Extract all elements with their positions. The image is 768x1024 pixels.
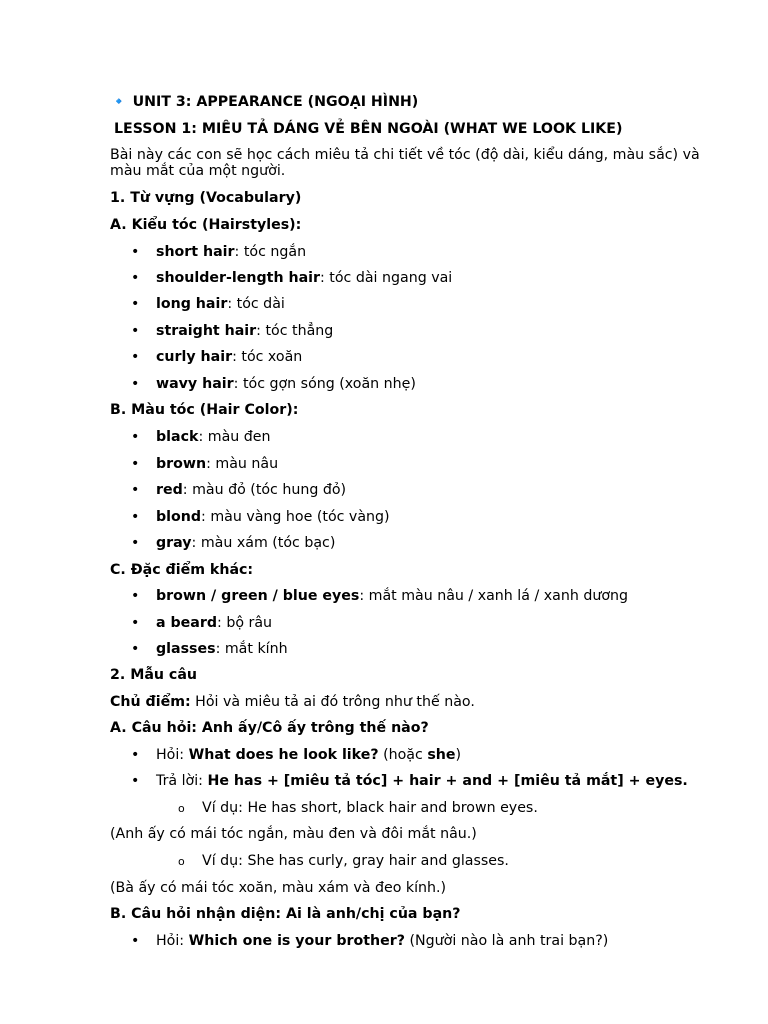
vocab-meaning: : màu đen bbox=[198, 429, 271, 445]
list-item bbox=[156, 588, 628, 605]
list-item bbox=[156, 349, 302, 366]
ask-prefix: Hỏi: bbox=[156, 747, 189, 763]
bullet: • bbox=[131, 588, 140, 604]
ask-prefix: Hỏi: bbox=[156, 933, 189, 949]
vocab-term: red bbox=[156, 482, 183, 498]
vocab-meaning: : mắt kính bbox=[215, 641, 288, 657]
vocab-meaning: : tóc dài bbox=[227, 296, 285, 312]
example-2: Ví dụ: She has curly, gray hair and glasses. bbox=[202, 853, 509, 869]
vocab-term: a beard bbox=[156, 615, 218, 631]
bullet: • bbox=[131, 615, 140, 631]
vocab-meaning: : màu xám (tóc bạc) bbox=[191, 535, 336, 551]
ask-question: What does he look like? bbox=[188, 747, 379, 763]
translation-1: (Anh ấy có mái tóc ngắn, màu đen và đôi mắt nâu.) bbox=[110, 826, 477, 842]
list-item bbox=[156, 535, 335, 552]
hair-color-heading: B. Màu tóc (Hair Color): bbox=[110, 402, 299, 418]
hairstyles-heading: A. Kiểu tóc (Hairstyles): bbox=[110, 217, 302, 233]
list-item bbox=[156, 456, 278, 473]
vocab-meaning: : tóc xoăn bbox=[232, 349, 303, 365]
sub-bullet: o bbox=[178, 802, 185, 815]
vocab-meaning: : mắt màu nâu / xanh lá / xanh dương bbox=[359, 588, 628, 604]
bullet: • bbox=[131, 773, 140, 789]
list-item bbox=[156, 296, 285, 313]
list-item bbox=[156, 429, 271, 446]
bullet: • bbox=[131, 349, 140, 365]
vocab-meaning: : tóc gợn sóng (xoăn nhẹ) bbox=[233, 376, 416, 392]
list-item bbox=[156, 376, 416, 393]
lesson-title: LESSON 1: MIÊU TẢ DÁNG VẺ BÊN NGOÀI (WHAT WE LOOK LIKE) bbox=[114, 121, 623, 137]
vocab-meaning: : tóc ngắn bbox=[234, 244, 307, 260]
vocab-meaning: : tóc dài ngang vai bbox=[320, 270, 453, 286]
answer-pattern: He has + [miêu tả tóc] + hair + and + [miêu tả mắt] + eyes. bbox=[207, 773, 688, 789]
bullet: • bbox=[131, 641, 140, 657]
ask-question: Which one is your brother? bbox=[188, 933, 405, 949]
bullet: • bbox=[131, 509, 140, 525]
bullet: • bbox=[131, 270, 140, 286]
vocab-meaning: : tóc thẳng bbox=[256, 323, 334, 339]
vocab-term: black bbox=[156, 429, 199, 445]
list-item bbox=[156, 615, 272, 632]
list-item bbox=[156, 509, 390, 526]
list-item bbox=[156, 244, 306, 261]
ask-mid: (hoặc bbox=[378, 747, 428, 763]
list-item bbox=[156, 270, 452, 287]
bullet: • bbox=[131, 323, 140, 339]
sub-bullet: o bbox=[178, 855, 185, 868]
bullet: • bbox=[131, 296, 140, 312]
vocab-term: glasses bbox=[156, 641, 216, 657]
vocab-term: gray bbox=[156, 535, 192, 551]
vocab-term: brown bbox=[156, 456, 207, 472]
answer-prefix: Trả lời: bbox=[156, 773, 208, 789]
section-patterns-heading: 2. Mẫu câu bbox=[110, 667, 198, 683]
example-1: Ví dụ: He has short, black hair and brown eyes. bbox=[202, 800, 538, 816]
vocab-meaning: : màu đỏ (tóc hung đỏ) bbox=[182, 482, 347, 498]
vocab-term: blond bbox=[156, 509, 202, 525]
unit-title: 🔹 UNIT 3: APPEARANCE (NGOẠI HÌNH) bbox=[110, 94, 419, 110]
question-a-answer bbox=[156, 773, 688, 790]
topic-text: Hỏi và miêu tả ai đó trông như thế nào. bbox=[190, 694, 475, 710]
vocab-term: wavy hair bbox=[156, 376, 234, 392]
topic-line bbox=[110, 694, 475, 711]
bullet: • bbox=[131, 535, 140, 551]
ask-alt: she bbox=[427, 747, 456, 763]
ask-end: ) bbox=[455, 747, 462, 763]
list-item bbox=[156, 323, 333, 340]
bullet: • bbox=[131, 482, 140, 498]
vocab-term: shoulder-length hair bbox=[156, 270, 321, 286]
bullet: • bbox=[131, 747, 140, 763]
vocab-term: long hair bbox=[156, 296, 228, 312]
ask-end: (Người nào là anh trai bạn?) bbox=[404, 933, 609, 949]
bullet: • bbox=[131, 456, 140, 472]
bullet: • bbox=[131, 244, 140, 260]
vocab-term: straight hair bbox=[156, 323, 257, 339]
other-features-heading: C. Đặc điểm khác: bbox=[110, 562, 254, 578]
question-a-ask bbox=[156, 747, 461, 764]
vocab-meaning: : màu nâu bbox=[206, 456, 279, 472]
topic-label: Chủ điểm: bbox=[110, 694, 191, 710]
translation-2: (Bà ấy có mái tóc xoăn, màu xám và đeo kính.) bbox=[110, 880, 447, 896]
vocab-meaning: : màu vàng hoe (tóc vàng) bbox=[201, 509, 390, 525]
question-b-heading: B. Câu hỏi nhận diện: Ai là anh/chị của bạn? bbox=[110, 906, 461, 922]
vocab-term: short hair bbox=[156, 244, 235, 260]
intro-paragraph: Bài này các con sẽ học cách miêu tả chi tiết về tóc (độ dài, kiểu dáng, màu sắc) và màu mắt của một người. bbox=[110, 147, 700, 179]
question-a-heading: A. Câu hỏi: Anh ấy/Cô ấy trông thế nào? bbox=[110, 720, 429, 736]
vocab-meaning: : bộ râu bbox=[217, 615, 273, 631]
vocab-term: brown / green / blue eyes bbox=[156, 588, 360, 604]
list-item bbox=[156, 482, 346, 499]
vocab-term: curly hair bbox=[156, 349, 233, 365]
bullet: • bbox=[131, 933, 140, 949]
bullet: • bbox=[131, 376, 140, 392]
list-item bbox=[156, 641, 288, 658]
question-b-ask bbox=[156, 933, 608, 950]
section-vocabulary-heading: 1. Từ vựng (Vocabulary) bbox=[110, 190, 302, 206]
bullet: • bbox=[131, 429, 140, 445]
